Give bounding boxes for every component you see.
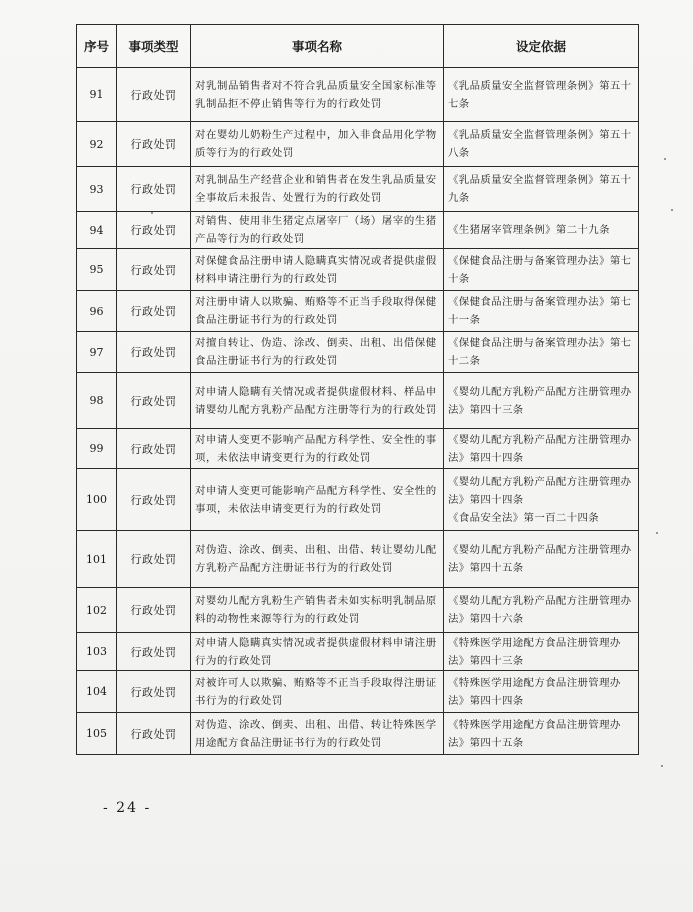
table-row	[77, 332, 639, 373]
row-item-name: 对乳制品销售者对不符合乳品质量安全国家标准等乳制品拒不停止销售等行为的行政处罚	[191, 68, 444, 122]
row-type: 行政处罚	[117, 249, 191, 291]
header-name: 事项名称	[191, 25, 444, 68]
row-type: 行政处罚	[117, 332, 191, 373]
basis-line: 《保健食品注册与备案管理办法》第七十条	[448, 254, 632, 285]
row-basis	[444, 713, 639, 755]
row-number: 93	[77, 167, 117, 212]
page-number: - 24 -	[103, 800, 152, 816]
row-number: 101	[77, 531, 117, 588]
header-basis: 设定依据	[444, 25, 639, 68]
row-basis	[444, 671, 639, 713]
row-item-name: 对申请人变更不影响产品配方科学性、安全性的事项，未依法申请变更行为的行政处罚	[191, 429, 444, 469]
row-basis	[444, 68, 639, 122]
row-item-name: 对乳制品生产经营企业和销售者在发生乳品质量安全事故后未报告、处置行为的行政处罚	[191, 167, 444, 212]
row-basis	[444, 122, 639, 167]
table-row	[77, 291, 639, 332]
row-item-name: 对伪造、涂改、倒卖、出租、出借、转让婴幼儿配方乳粉产品配方注册证书行为的行政处罚	[191, 531, 444, 588]
basis-line: 《食品安全法》第一百二十四条	[448, 511, 600, 524]
row-type: 行政处罚	[117, 167, 191, 212]
row-basis	[444, 531, 639, 588]
row-number: 104	[77, 671, 117, 713]
basis-line: 《乳品质量安全监督管理条例》第五十七条	[448, 79, 632, 110]
table-row	[77, 373, 639, 429]
basis-line: 《生猪屠宰管理条例》第二十九条	[448, 224, 610, 236]
row-type: 行政处罚	[117, 713, 191, 755]
basis-line: 《特殊医学用途配方食品注册管理办法》第四十三条	[448, 636, 621, 667]
row-number: 92	[77, 122, 117, 167]
table-row	[77, 68, 639, 122]
row-basis	[444, 633, 639, 671]
row-item-name: 对申请人隐瞒真实情况或者提供虚假材料申请注册行为的行政处罚	[191, 633, 444, 671]
row-number: 102	[77, 588, 117, 633]
row-item-name: 对保健食品注册申请人隐瞒真实情况或者提供虚假材料申请注册行为的行政处罚	[191, 249, 444, 291]
basis-line: 《婴幼儿配方乳粉产品配方注册管理办法》第四十六条	[448, 595, 632, 625]
table-row	[77, 249, 639, 291]
scan-speck	[671, 209, 673, 211]
basis-line: 《乳品质量安全监督管理条例》第五十八条	[448, 129, 632, 159]
row-number: 100	[77, 469, 117, 531]
table-row	[77, 212, 639, 249]
row-number: 94	[77, 212, 117, 249]
row-type: 行政处罚	[117, 671, 191, 713]
header-type: 事项类型	[117, 25, 191, 68]
basis-line: 《特殊医学用途配方食品注册管理办法》第四十五条	[448, 718, 621, 749]
row-type: 行政处罚	[117, 588, 191, 633]
items-table	[76, 24, 639, 755]
row-type: 行政处罚	[117, 212, 191, 249]
header-no: 序号	[77, 25, 117, 68]
row-basis	[444, 249, 639, 291]
scan-speck	[656, 532, 658, 534]
row-type: 行政处罚	[117, 291, 191, 332]
row-type: 行政处罚	[117, 531, 191, 588]
row-number: 99	[77, 429, 117, 469]
scan-speck	[151, 212, 153, 214]
table-row	[77, 588, 639, 633]
row-number: 95	[77, 249, 117, 291]
row-number: 103	[77, 633, 117, 671]
row-number: 96	[77, 291, 117, 332]
table-row	[77, 531, 639, 588]
row-item-name: 对注册申请人以欺骗、贿赂等不正当手段取得保健食品注册证书行为的行政处罚	[191, 291, 444, 332]
row-basis	[444, 469, 639, 531]
table-row	[77, 713, 639, 755]
basis-line: 《乳品质量安全监督管理条例》第五十九条	[448, 174, 632, 204]
row-basis	[444, 167, 639, 212]
row-type: 行政处罚	[117, 633, 191, 671]
row-item-name: 对申请人隐瞒有关情况或者提供虚假材料、样品申请婴幼儿配方乳粉产品配方注册等行为的行政处罚	[191, 373, 444, 429]
basis-line: 《特殊医学用途配方食品注册管理办法》第四十四条	[448, 676, 621, 707]
row-type: 行政处罚	[117, 469, 191, 531]
basis-line: 《婴幼儿配方乳粉产品配方注册管理办法》第四十五条	[448, 544, 632, 574]
row-item-name: 对销售、使用非生猪定点屠宰厂（场）屠宰的生猪产品等行为的行政处罚	[191, 212, 444, 249]
scan-speck	[661, 765, 663, 767]
row-basis	[444, 373, 639, 429]
table-row	[77, 469, 639, 531]
row-item-name: 对擅自转让、伪造、涂改、倒卖、出租、出借保健食品注册证书行为的行政处罚	[191, 332, 444, 373]
row-basis	[444, 588, 639, 633]
basis-line: 《婴幼儿配方乳粉产品配方注册管理办法》第四十三条	[448, 385, 632, 416]
basis-line: 《保健食品注册与备案管理办法》第七十一条	[448, 296, 632, 326]
row-basis	[444, 291, 639, 332]
table-row	[77, 122, 639, 167]
row-item-name: 对申请人变更可能影响产品配方科学性、安全性的事项，未依法申请变更行为的行政处罚	[191, 469, 444, 531]
table-row	[77, 167, 639, 212]
table-row	[77, 671, 639, 713]
row-basis	[444, 332, 639, 373]
row-number: 91	[77, 68, 117, 122]
row-number: 97	[77, 332, 117, 373]
basis-line: 《婴幼儿配方乳粉产品配方注册管理办法》第四十四条	[448, 475, 632, 506]
row-type: 行政处罚	[117, 122, 191, 167]
table-row	[77, 633, 639, 671]
row-item-name: 对伪造、涂改、倒卖、出租、出借、转让特殊医学用途配方食品注册证书行为的行政处罚	[191, 713, 444, 755]
table-row	[77, 429, 639, 469]
basis-line: 《保健食品注册与备案管理办法》第七十二条	[448, 337, 632, 367]
row-type: 行政处罚	[117, 429, 191, 469]
row-basis	[444, 429, 639, 469]
row-item-name: 对婴幼儿配方乳粉生产销售者未如实标明乳制品原料的动物性来源等行为的行政处罚	[191, 588, 444, 633]
row-number: 98	[77, 373, 117, 429]
scan-speck	[664, 158, 666, 160]
basis-line: 《婴幼儿配方乳粉产品配方注册管理办法》第四十四条	[448, 433, 632, 464]
row-item-name: 对在婴幼儿奶粉生产过程中，加入非食品用化学物质等行为的行政处罚	[191, 122, 444, 167]
row-item-name: 对被许可人以欺骗、贿赂等不正当手段取得注册证书行为的行政处罚	[191, 671, 444, 713]
row-basis	[444, 212, 639, 249]
row-type: 行政处罚	[117, 373, 191, 429]
row-number: 105	[77, 713, 117, 755]
table-header-row	[77, 25, 639, 68]
row-type: 行政处罚	[117, 68, 191, 122]
